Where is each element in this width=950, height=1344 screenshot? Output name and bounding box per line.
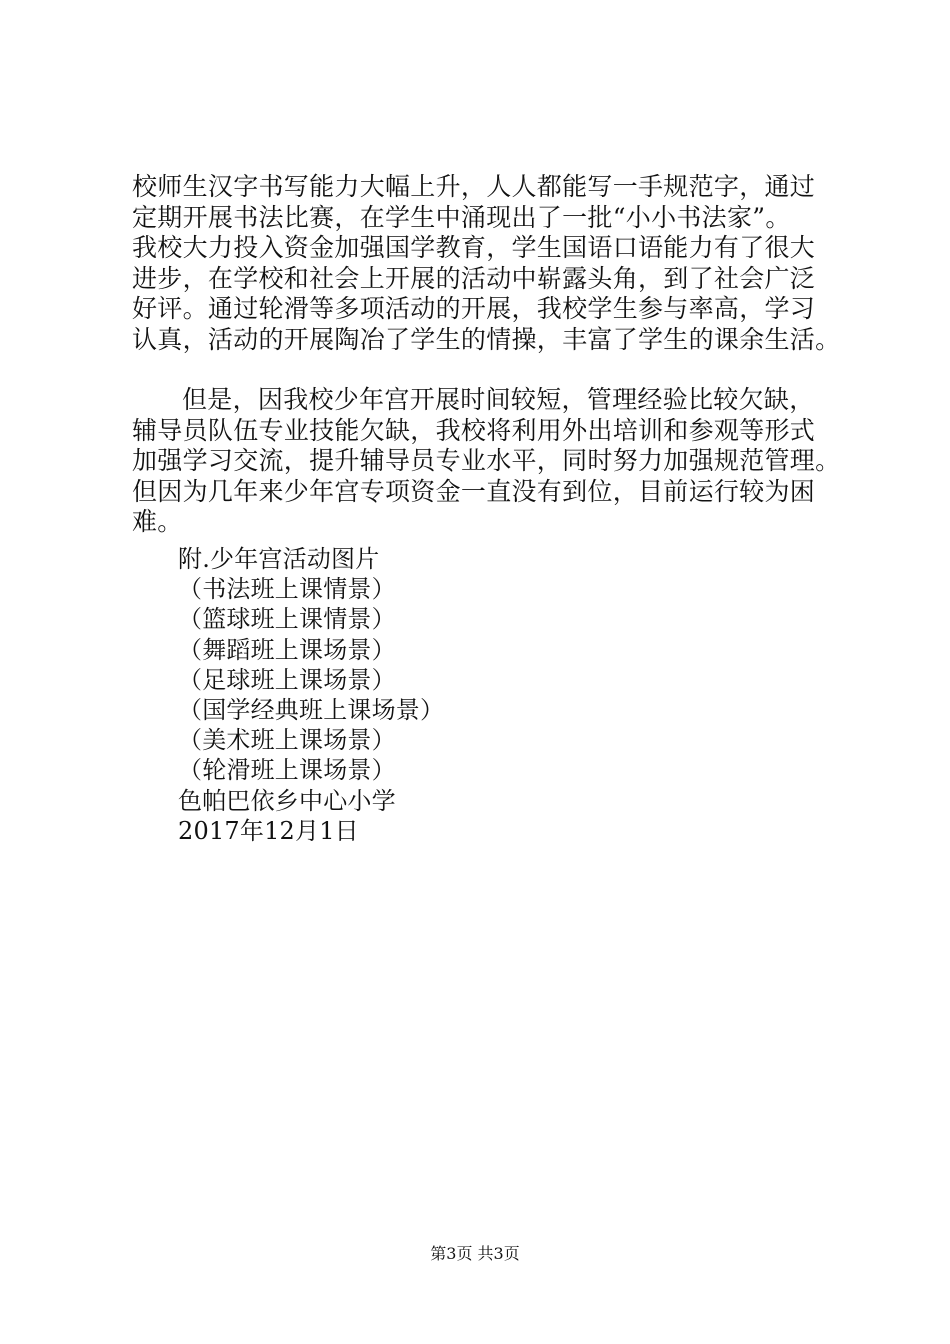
paragraph2-line: 难。: [132, 507, 183, 536]
paragraph2-line: 加强学习交流，提升辅导员专业水平，同时努力加强规范管理。: [132, 446, 841, 475]
signature-school: 色帕巴依乡中心小学: [178, 786, 396, 815]
paragraph1-line: 定期开展书法比赛，在学生中涌现出了一批“小小书法家”。: [132, 202, 791, 232]
paragraph2-line: 但是，因我校少年宫开展时间较短，管理经验比较欠缺，: [182, 385, 815, 414]
paragraph1-line: 我校大力投入资金加强国学教育，学生国语口语能力有了很大: [132, 233, 816, 262]
paragraph1-line: 认真，活动的开展陶冶了学生的情操，丰富了学生的课余生活。: [132, 324, 841, 354]
paragraph1-line: 校师生汉字书写能力大幅上升，人人都能写一手规范字，通过: [132, 172, 816, 201]
attachment-heading: 附.少年宫活动图片: [178, 545, 380, 573]
paragraph-gap: [132, 355, 832, 385]
signature-date: 2017年12月1日: [178, 816, 359, 845]
page-footer: 第3页 共3页: [430, 1244, 520, 1263]
attachment-item: （足球班上课场景）: [178, 665, 396, 694]
attachment-item: （轮滑班上课场景）: [178, 756, 396, 785]
paragraph2-line: 但因为几年来少年宫专项资金一直没有到位，目前运行较为困: [132, 476, 816, 506]
paragraph2-line: 辅导员队伍专业技能欠缺，我校将利用外出培训和参观等形式: [132, 415, 816, 445]
attachment-item: （篮球班上课情景）: [178, 605, 396, 634]
attachment-item: （美术班上课场景）: [178, 726, 396, 755]
attachment-list: [178, 544, 778, 846]
attachment-item: （舞蹈班上课场景）: [178, 635, 396, 664]
attachment-item: （书法班上课情景）: [178, 575, 396, 604]
attachment-item: （国学经典班上课场景）: [178, 695, 445, 724]
paragraph1-line: 进步，在学校和社会上开展的活动中崭露头角，到了社会广泛: [132, 263, 816, 293]
body-text: [132, 172, 841, 538]
paragraph1-line: 好评。通过轮滑等多项活动的开展，我校学生参与率高，学习: [132, 294, 816, 323]
